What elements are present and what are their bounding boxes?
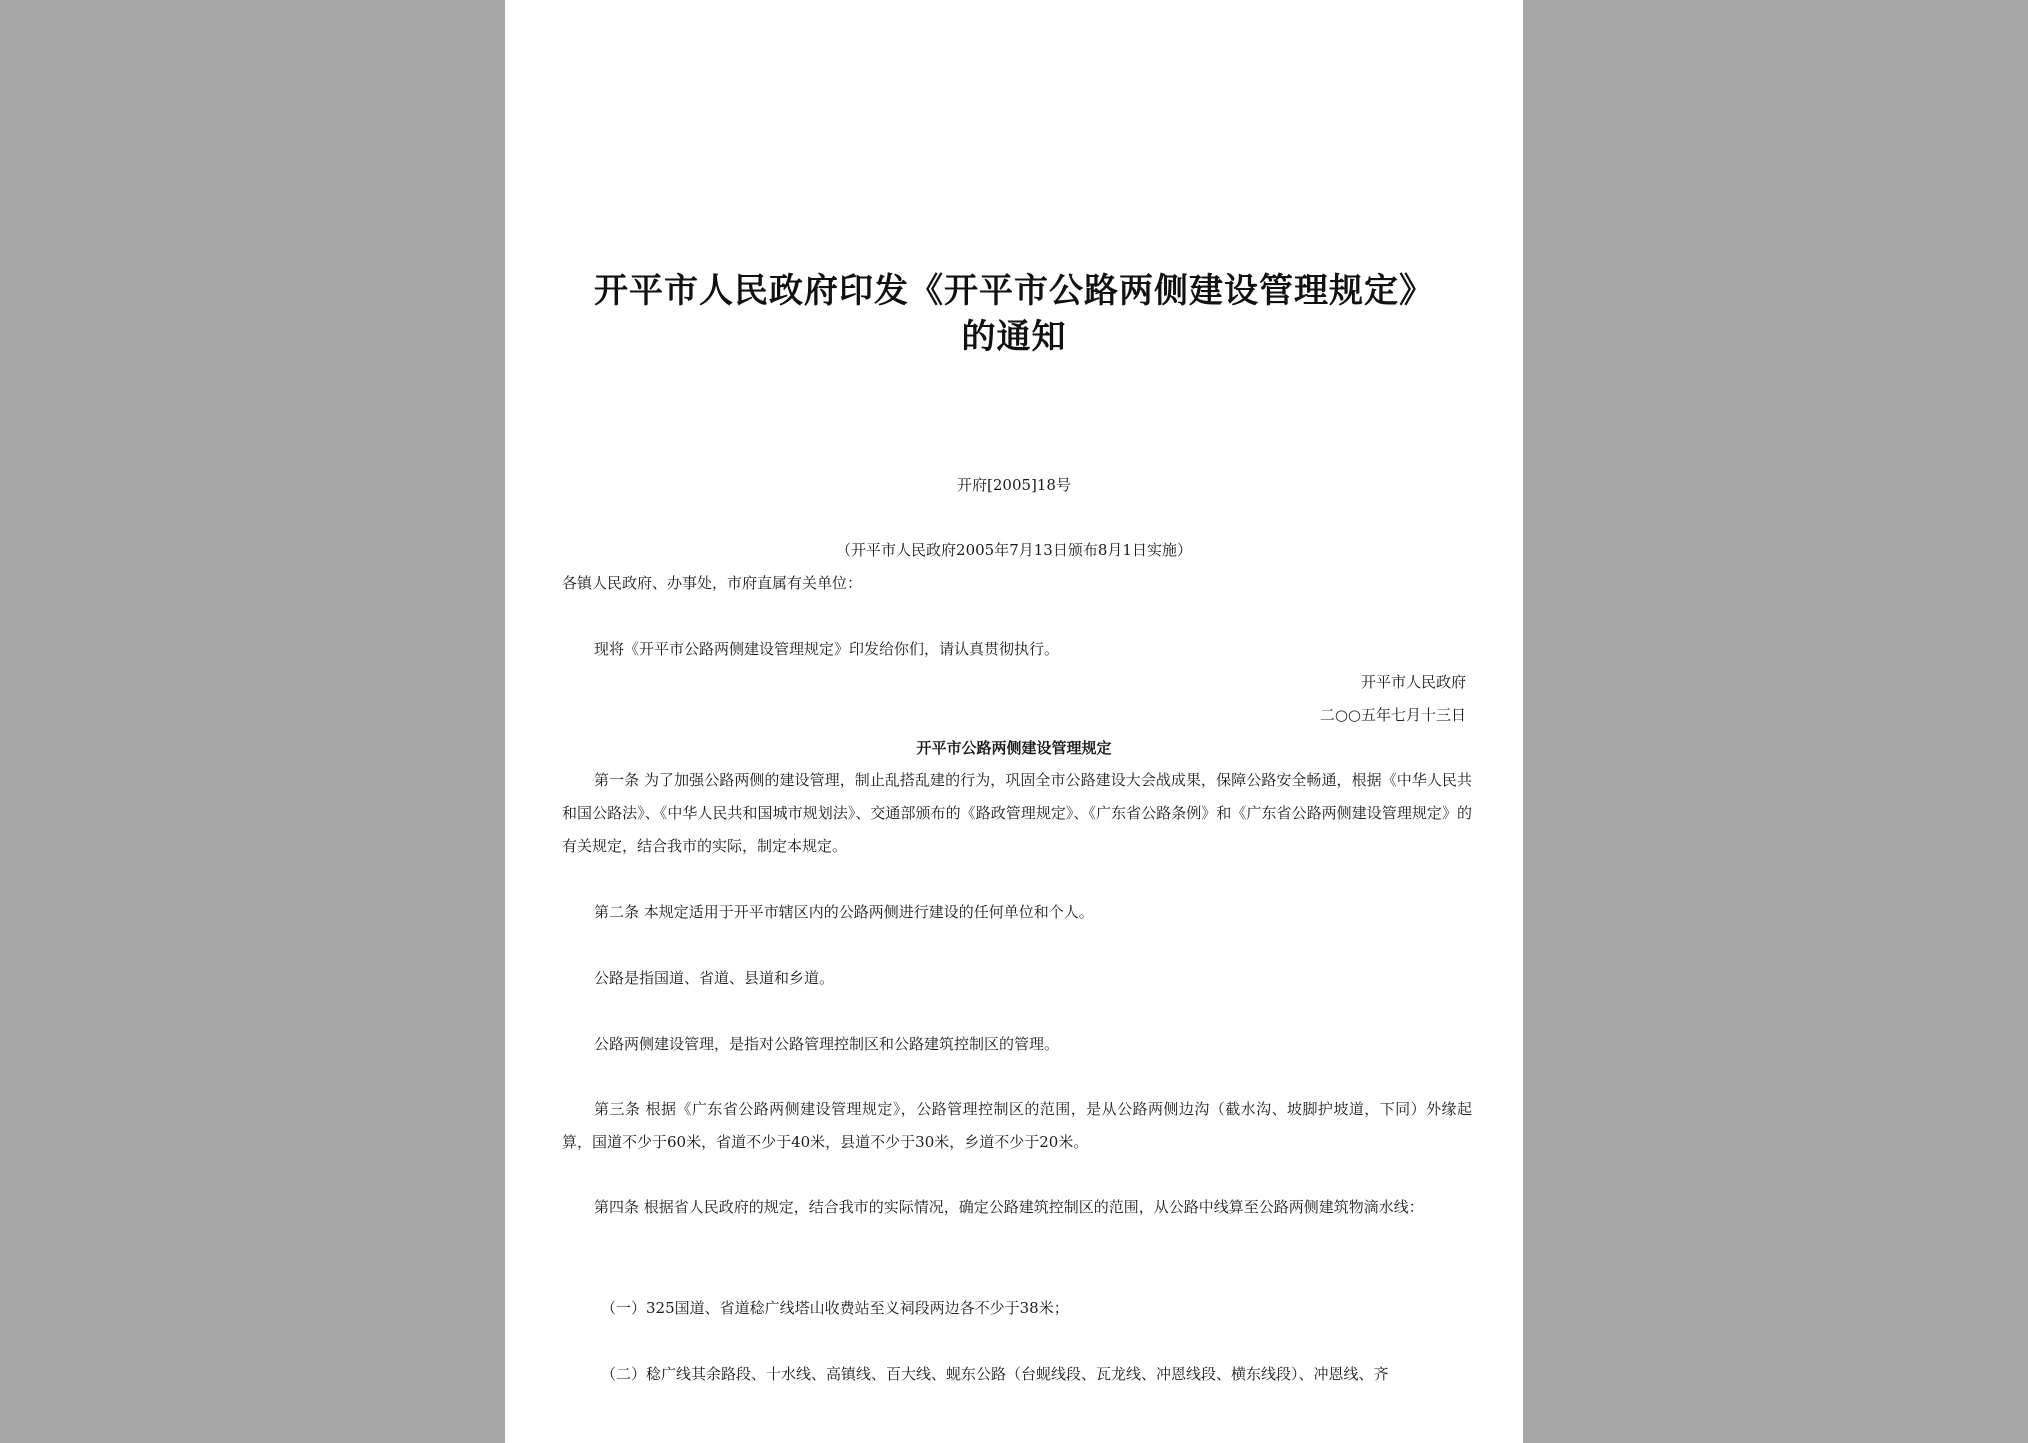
document-title-line-2: 的通知 bbox=[961, 317, 1067, 357]
section-title: 开平市公路两侧建设管理规定 bbox=[916, 739, 1112, 757]
article-4-item-1: （一）325国道、省道稔广线塔山收费站至义祠段两边各不少于38米； bbox=[601, 1299, 1069, 1317]
article-1: 第一条 为了加强公路两侧的建设管理，制止乱搭乱建的行为，巩固全市公路建设大会战成果，保障公路安全畅通，根据《中华人民共和国公路法》、《中华人民共和国城市规划法》、交通部颁布的《路政管理规定》、《广东省公路条例》和《广东省公路两侧建设管理规定》的有关规定，结合我市的实际，制定本规定。 bbox=[562, 771, 1472, 855]
addressee: 各镇人民政府、办事处，市府直属有关单位： bbox=[562, 574, 863, 592]
document-title-line-1: 开平市人民政府印发《开平市公路两侧建设管理规定》 bbox=[594, 271, 1434, 311]
article-2-roads: 公路是指国道、省道、县道和乡道。 bbox=[594, 969, 835, 987]
document-page bbox=[505, 0, 1523, 1443]
article-4-item-2: （二）稔广线其余路段、十水线、高镇线、百大线、蚬东公路（台蚬线段、瓦龙线、冲恩线段、横东线段）、冲恩线、齐 bbox=[601, 1365, 1389, 1383]
article-4: 第四条 根据省人民政府的规定，结合我市的实际情况，确定公路建筑控制区的范围，从公路中线算至公路两侧建筑物滴水线： bbox=[594, 1198, 1424, 1216]
signature-date: 二○○五年七月十三日 bbox=[1319, 706, 1466, 724]
intro-paragraph: 现将《开平市公路两侧建设管理规定》印发给你们，请认真贯彻执行。 bbox=[594, 640, 1060, 658]
article-3: 第三条 根据《广东省公路两侧建设管理规定》，公路管理控制区的范围，是从公路两侧边沟（截水沟、坡脚护坡道，下同）外缘起算，国道不少于60米，省道不少于40米，县道不少于30米，乡道不少于20米。 bbox=[562, 1100, 1472, 1151]
signature: 开平市人民政府 bbox=[1360, 673, 1466, 691]
article-2-management: 公路两侧建设管理，是指对公路管理控制区和公路建筑控制区的管理。 bbox=[594, 1035, 1060, 1053]
document-number: 开府[2005]18号 bbox=[957, 476, 1071, 494]
issue-note: （开平市人民政府2005年7月13日颁布8月1日实施） bbox=[836, 541, 1192, 559]
article-2: 第二条 本规定适用于开平市辖区内的公路两侧进行建设的任何单位和个人。 bbox=[594, 903, 1094, 921]
